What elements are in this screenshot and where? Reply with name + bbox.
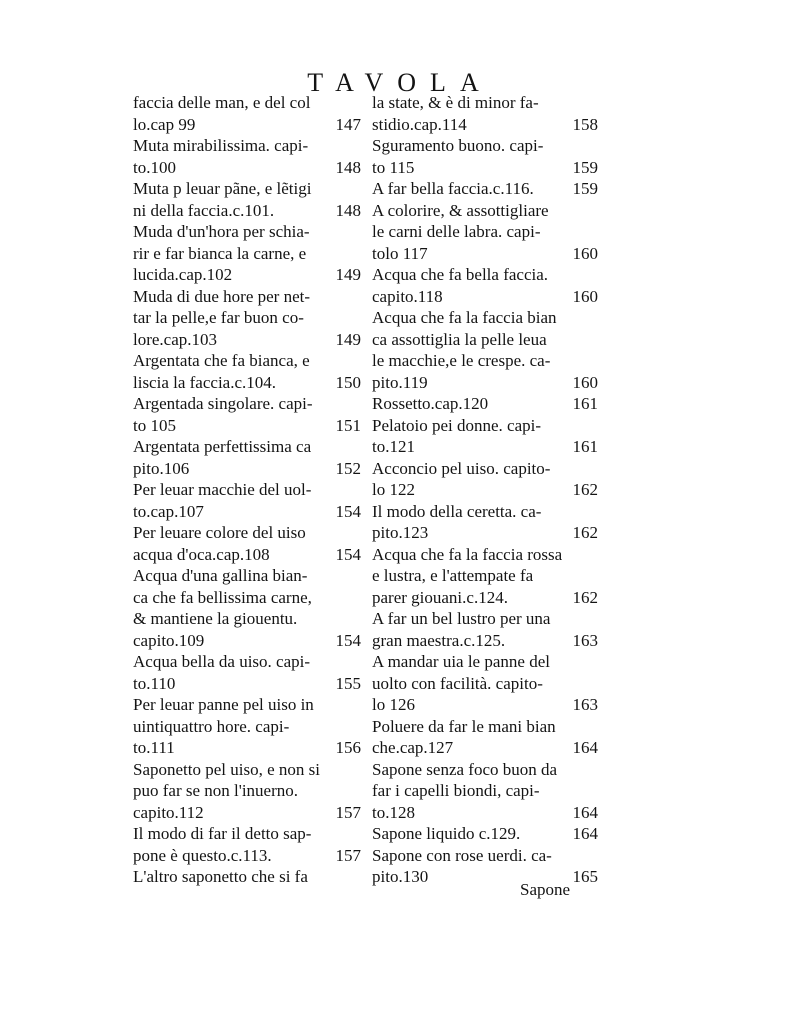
index-entry-line (133, 845, 361, 867)
entry-text: Argentata perfettissima ca (133, 437, 312, 456)
index-entry-line (133, 221, 361, 243)
entry-text: uolto con facilità. capito- (372, 673, 543, 693)
entry-text: Il modo di far il detto sap- (133, 824, 312, 843)
index-entry-line (372, 565, 598, 587)
index-entry-line (133, 802, 361, 824)
index-entry-line (372, 436, 598, 458)
entry-text: tolo 117 (372, 243, 428, 263)
entry-text: to.cap.107 (133, 501, 204, 521)
entry-text: ca assottiglia la pelle leua (372, 329, 547, 349)
entry-text: lo 122 (372, 480, 415, 499)
entry-text: & mantiene la giouentu. (133, 609, 298, 628)
index-entry-line (372, 393, 598, 415)
index-entry-line (133, 350, 361, 372)
index-entry-line (133, 608, 361, 630)
index-entry-line (133, 393, 361, 415)
entry-text: Sapone con rose uerdi. ca- (372, 845, 552, 865)
page-number: 160 (572, 286, 598, 306)
page-number: 159 (572, 157, 598, 177)
entry-text: Acconcio pel uiso. capito- (372, 458, 551, 478)
index-column-right (372, 92, 598, 888)
entry-text: che.cap.127 (372, 738, 454, 757)
index-entry-line (133, 544, 361, 566)
page-number: 161 (572, 437, 598, 456)
entry-text: Argentada singolare. capi- (133, 394, 313, 413)
entry-text: Acqua d'una gallina bian- (133, 566, 308, 585)
entry-text: pito.130 (372, 867, 429, 886)
entry-text: Muda d'un'hora per schia- (133, 222, 310, 241)
entry-text: Per leuar macchie del uol- (133, 480, 312, 499)
entry-text: lo.cap 99 (133, 114, 196, 134)
entry-text: liscia la faccia.c.104. (133, 372, 277, 392)
entry-text: uintiquattro hore. capi- (133, 716, 290, 736)
page-number: 151 (335, 415, 361, 435)
page-number: 157 (335, 845, 361, 865)
index-entry-line (372, 587, 598, 609)
index-entry-line (372, 802, 598, 824)
index-entry-line (372, 522, 598, 544)
entry-text: pito.119 (372, 372, 428, 392)
index-entry-line (372, 135, 598, 157)
entry-text: capito.118 (372, 286, 443, 306)
index-entry-line (372, 737, 598, 759)
entry-text: Acqua che fa bella faccia. (372, 265, 549, 284)
page-number: 160 (572, 243, 598, 263)
entry-text: le macchie,e le crespe. ca- (372, 351, 551, 370)
index-entry-line (372, 716, 598, 738)
index-entry-line (133, 92, 361, 114)
entry-text: to.121 (372, 437, 415, 456)
page-number: 156 (335, 738, 361, 757)
index-entry-line (133, 329, 361, 351)
entry-text: capito.109 (133, 630, 205, 650)
index-entry-line (133, 759, 361, 781)
entry-text: Muda di due hore per net- (133, 286, 311, 306)
page-number: 154 (335, 501, 361, 521)
entry-text: Per leuar panne pel uiso in (133, 695, 314, 714)
page-number: 162 (572, 480, 598, 499)
page-number: 164 (572, 824, 598, 843)
entry-text: Saponetto pel uiso, e non si (133, 759, 320, 779)
index-entry-line (133, 307, 361, 329)
page-number: 165 (572, 867, 598, 886)
index-entry-line (133, 522, 361, 544)
index-entry-line (372, 415, 598, 437)
entry-text: to 105 (133, 415, 176, 435)
index-entry-line (372, 372, 598, 394)
index-entry-line (372, 845, 598, 867)
index-entry-line (133, 286, 361, 308)
entry-text: Acqua che fa la faccia rossa (372, 544, 563, 564)
index-entry-line (133, 630, 361, 652)
index-entry-line (372, 479, 598, 501)
entry-text: to 115 (372, 157, 415, 177)
index-entry-line (133, 587, 361, 609)
entry-text: e lustra, e l'attempate fa (372, 566, 534, 585)
page-number: 157 (335, 802, 361, 822)
index-entry-line (133, 565, 361, 587)
index-entry-line (133, 651, 361, 673)
index-entry-line (133, 673, 361, 695)
page-number: 150 (335, 372, 361, 392)
index-entry-line (372, 501, 598, 523)
page-number: 162 (572, 587, 598, 607)
entry-text: pone è questo.c.113. (133, 845, 272, 865)
page-number: 148 (335, 157, 361, 177)
index-entry-line (372, 178, 598, 200)
entry-text: Argentata che fa bianca, e (133, 351, 310, 370)
index-entry-line (133, 372, 361, 394)
page-number: 149 (335, 265, 361, 284)
entry-text: le carni delle labra. capi- (372, 222, 541, 241)
entry-text: Poluere da far le mani bian (372, 716, 556, 736)
entry-text: to.100 (133, 157, 176, 177)
index-entry-line (133, 501, 361, 523)
entry-text: gran maestra.c.125. (372, 630, 506, 650)
index-entry-line (372, 307, 598, 329)
index-entry-line (133, 716, 361, 738)
page-number: 162 (572, 523, 598, 542)
entry-text: Sguramento buono. capi- (372, 136, 544, 155)
index-entry-line (133, 780, 361, 802)
entry-text: Pelatoio pei donne. capi- (372, 415, 542, 435)
index-entry-line (372, 92, 598, 114)
index-entry-line (372, 759, 598, 781)
index-entry-line (372, 286, 598, 308)
index-entry-line (133, 178, 361, 200)
index-entry-line (372, 823, 598, 845)
entry-text: Acqua che fa la faccia bian (372, 308, 557, 327)
index-entry-line (372, 544, 598, 566)
index-entry-line (372, 780, 598, 802)
index-entry-line (133, 264, 361, 286)
index-entry-line (133, 479, 361, 501)
entry-text: Rossetto.cap.120 (372, 394, 489, 413)
page-number: 161 (572, 394, 598, 413)
index-entry-line (372, 200, 598, 222)
index-entry-line (372, 458, 598, 480)
entry-text: pito.123 (372, 523, 429, 542)
page-number: 149 (335, 329, 361, 349)
page-number: 163 (572, 695, 598, 714)
index-entry-line (133, 823, 361, 845)
entry-text: Sapone liquido c.129. (372, 824, 521, 843)
index-entry-line (133, 114, 361, 136)
entry-text: Sapone senza foco buon da (372, 759, 558, 779)
index-entry-line (372, 673, 598, 695)
entry-text: capito.112 (133, 802, 204, 822)
index-entry-line (372, 608, 598, 630)
index-entry-line (372, 114, 598, 136)
index-entry-line (372, 630, 598, 652)
entry-text: A far un bel lustro per una (372, 609, 551, 628)
entry-text: ca che fa bellissima carne, (133, 587, 312, 607)
page-title: TAVOLA (307, 68, 493, 97)
index-entry-line (372, 350, 598, 372)
entry-text: A far bella faccia.c.116. (372, 179, 534, 198)
entry-text: far i capelli biondi, capi- (372, 781, 540, 800)
index-column-left (133, 92, 361, 888)
entry-text: Muta p leuar pãne, e lẽtigi (133, 179, 312, 198)
entry-text: to.128 (372, 802, 415, 822)
entry-text: Per leuare colore del uiso (133, 523, 306, 542)
entry-text: puo far se non l'inuerno. (133, 781, 298, 800)
page-number: 159 (572, 179, 598, 198)
entry-text: faccia delle man, e del col (133, 93, 311, 112)
entry-text: lore.cap.103 (133, 329, 218, 349)
entry-text: pito.106 (133, 458, 190, 478)
index-entry-line (133, 436, 361, 458)
entry-text: la state, & è di minor fa- (372, 93, 539, 112)
entry-text: parer giouani.c.124. (372, 587, 508, 607)
index-entry-line (133, 243, 361, 265)
page-number: 154 (335, 544, 361, 564)
entry-text: stidio.cap.114 (372, 114, 467, 134)
index-entry-line (372, 243, 598, 265)
entry-text: L'altro saponetto che si fa (133, 867, 308, 886)
page-number: 164 (572, 802, 598, 822)
entry-text: to.111 (133, 738, 175, 757)
entry-text: A mandar uia le panne del (372, 652, 550, 671)
entry-text: Il modo della ceretta. ca- (372, 501, 542, 521)
entry-text: rir e far bianca la carne, e (133, 243, 307, 263)
entry-text: tar la pelle,e far buon co- (133, 308, 304, 327)
index-entry-line (133, 415, 361, 437)
index-entry-line (372, 157, 598, 179)
index-entry-line (372, 329, 598, 351)
page-number: 147 (335, 114, 361, 134)
index-entry-line (372, 264, 598, 286)
index-entry-line (133, 737, 361, 759)
entry-text: to.110 (133, 673, 176, 693)
page-number: 152 (335, 458, 361, 478)
entry-text: acqua d'oca.cap.108 (133, 544, 270, 564)
page-number: 154 (335, 630, 361, 650)
catchword: Sapone (520, 880, 571, 899)
index-entry-line (133, 200, 361, 222)
entry-text: ni della faccia.c.101. (133, 200, 275, 220)
index-entry-line (372, 221, 598, 243)
entry-text: lo 126 (372, 695, 415, 714)
page-number: 160 (572, 372, 598, 392)
entry-text: A colorire, & assottigliare (372, 200, 549, 220)
index-entry-line (372, 694, 598, 716)
index-entry-line (133, 157, 361, 179)
page-number: 164 (572, 738, 598, 757)
page-number: 163 (572, 630, 598, 650)
index-entry-line (372, 651, 598, 673)
entry-text: lucida.cap.102 (133, 265, 233, 284)
index-entry-line (133, 694, 361, 716)
entry-text: Muta mirabilissima. capi- (133, 136, 309, 155)
page-number: 148 (335, 200, 361, 220)
page-number: 158 (572, 114, 598, 134)
page-number: 155 (335, 673, 361, 693)
index-entry-line (133, 458, 361, 480)
index-entry-line (133, 866, 361, 888)
entry-text: Acqua bella da uiso. capi- (133, 652, 311, 671)
index-entry-line (133, 135, 361, 157)
